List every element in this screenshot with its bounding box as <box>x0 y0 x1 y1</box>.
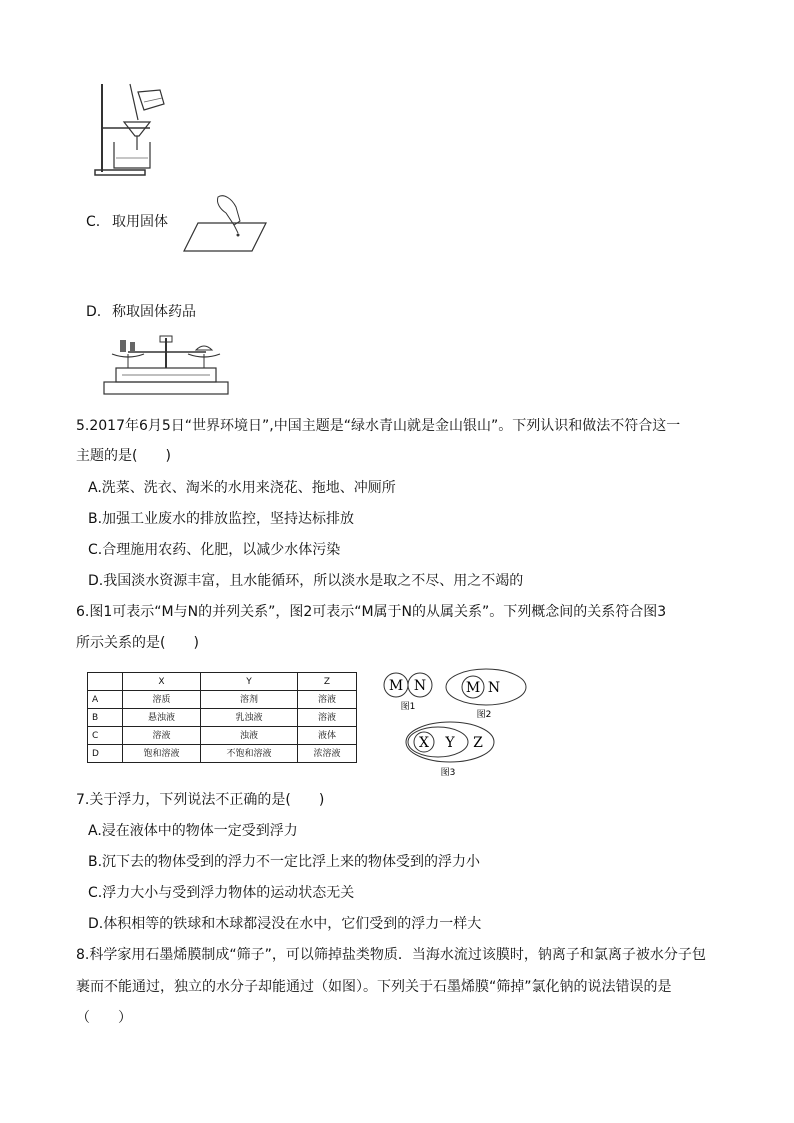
table-cell: D <box>88 745 123 763</box>
fig3-z-label: Z <box>473 735 483 751</box>
q5-option-c: C.合理施用农药、化肥，以减少水体污染 <box>88 542 341 558</box>
taking-solid-figure <box>180 193 270 253</box>
table-cell: 饱和溶液 <box>123 745 201 763</box>
option-c-text: 取用固体 <box>112 214 168 230</box>
fig1-m-label: M <box>388 678 404 694</box>
table-cell: 液体 <box>297 727 356 745</box>
q7-option-d: D.体积相等的铁球和木球都浸没在水中，它们受到的浮力一样大 <box>88 916 482 932</box>
fig3-label: 图3 <box>440 768 456 778</box>
table-header <box>88 673 123 691</box>
table-row <box>88 745 357 763</box>
table-cell: B <box>88 709 123 727</box>
q7-option-a: A.浸在液体中的物体一定受到浮力 <box>88 823 298 839</box>
table-cell: 溶液 <box>297 691 356 709</box>
table-cell: 浊液 <box>201 727 298 745</box>
q7-option-c: C.浮力大小与受到浮力物体的运动状态无关 <box>88 885 355 901</box>
table-header: Z <box>297 673 356 691</box>
fig3-y-label: Y <box>445 735 455 751</box>
filtration-apparatus-figure <box>92 82 172 182</box>
table-cell: A <box>88 691 123 709</box>
table-row <box>88 709 357 727</box>
option-d-label: D. <box>86 304 102 320</box>
q5-stem-line2: 主题的是( ) <box>76 448 171 464</box>
table-row <box>88 727 357 745</box>
q5-option-b: B.加强工业废水的排放监控，坚持达标排放 <box>88 511 355 527</box>
fig1-n-label: N <box>413 678 427 694</box>
table-cell: 浓溶液 <box>297 745 356 763</box>
q7-option-b: B.沉下去的物体受到的浮力不一定比浮上来的物体受到的浮力小 <box>88 854 481 870</box>
relationship-diagrams <box>380 665 530 780</box>
q6-stem-line2: 所示关系的是( ) <box>76 635 199 651</box>
table-cell: 溶质 <box>123 691 201 709</box>
q5-option-a: A.洗菜、洗衣、淘米的水用来浇花、拖地、冲厕所 <box>88 480 396 496</box>
fig2-m-label: M <box>465 680 481 696</box>
table-cell: 悬浊液 <box>123 709 201 727</box>
table-cell: C <box>88 727 123 745</box>
q6-concept-table <box>87 672 357 763</box>
fig1-label: 图1 <box>400 702 416 712</box>
table-header: Y <box>201 673 298 691</box>
table-cell: 溶剂 <box>201 691 298 709</box>
q5-option-d: D.我国淡水资源丰富，且水能循环，所以淡水是取之不尽、用之不竭的 <box>88 573 524 589</box>
table-cell: 溶液 <box>297 709 356 727</box>
table-row <box>88 691 357 709</box>
table-header-row <box>88 673 357 691</box>
table-header: X <box>123 673 201 691</box>
fig2-outer-ellipse <box>446 669 526 705</box>
table-cell: 溶液 <box>123 727 201 745</box>
balance-figure <box>102 330 232 398</box>
option-d-text: 称取固体药品 <box>112 304 196 320</box>
q8-stem-line1: 8.科学家用石墨烯膜制成“筛子”，可以筛掉盐类物质．当海水流过该膜时，钠离子和氯离子被水分子包 <box>76 947 706 963</box>
q6-stem-line1: 6.图1可表示“M与N的并列关系”，图2可表示“M属于N的从属关系”。下列概念间的关系符合图3 <box>76 604 667 620</box>
q8-stem-line3: （ ） <box>76 1010 132 1026</box>
fig2-n-label: N <box>487 680 501 696</box>
fig2-label: 图2 <box>476 710 492 720</box>
q5-stem-line1: 5.2017年6月5日“世界环境日”,中国主题是“绿水青山就是金山银山”。下列认识和做法不符合这一 <box>76 418 681 434</box>
q8-stem-line2: 裹而不能通过，独立的水分子却能通过（如图）。下列关于石墨烯膜“筛掉”氯化钠的说法错误的是 <box>76 979 672 995</box>
table-cell: 不饱和溶液 <box>201 745 298 763</box>
fig3-middle-ellipse <box>408 727 468 757</box>
option-c-label: C. <box>86 214 101 230</box>
fig3-x-label: X <box>419 735 429 751</box>
table-cell: 乳浊液 <box>201 709 298 727</box>
q7-stem: 7.关于浮力，下列说法不正确的是( ) <box>76 792 325 808</box>
